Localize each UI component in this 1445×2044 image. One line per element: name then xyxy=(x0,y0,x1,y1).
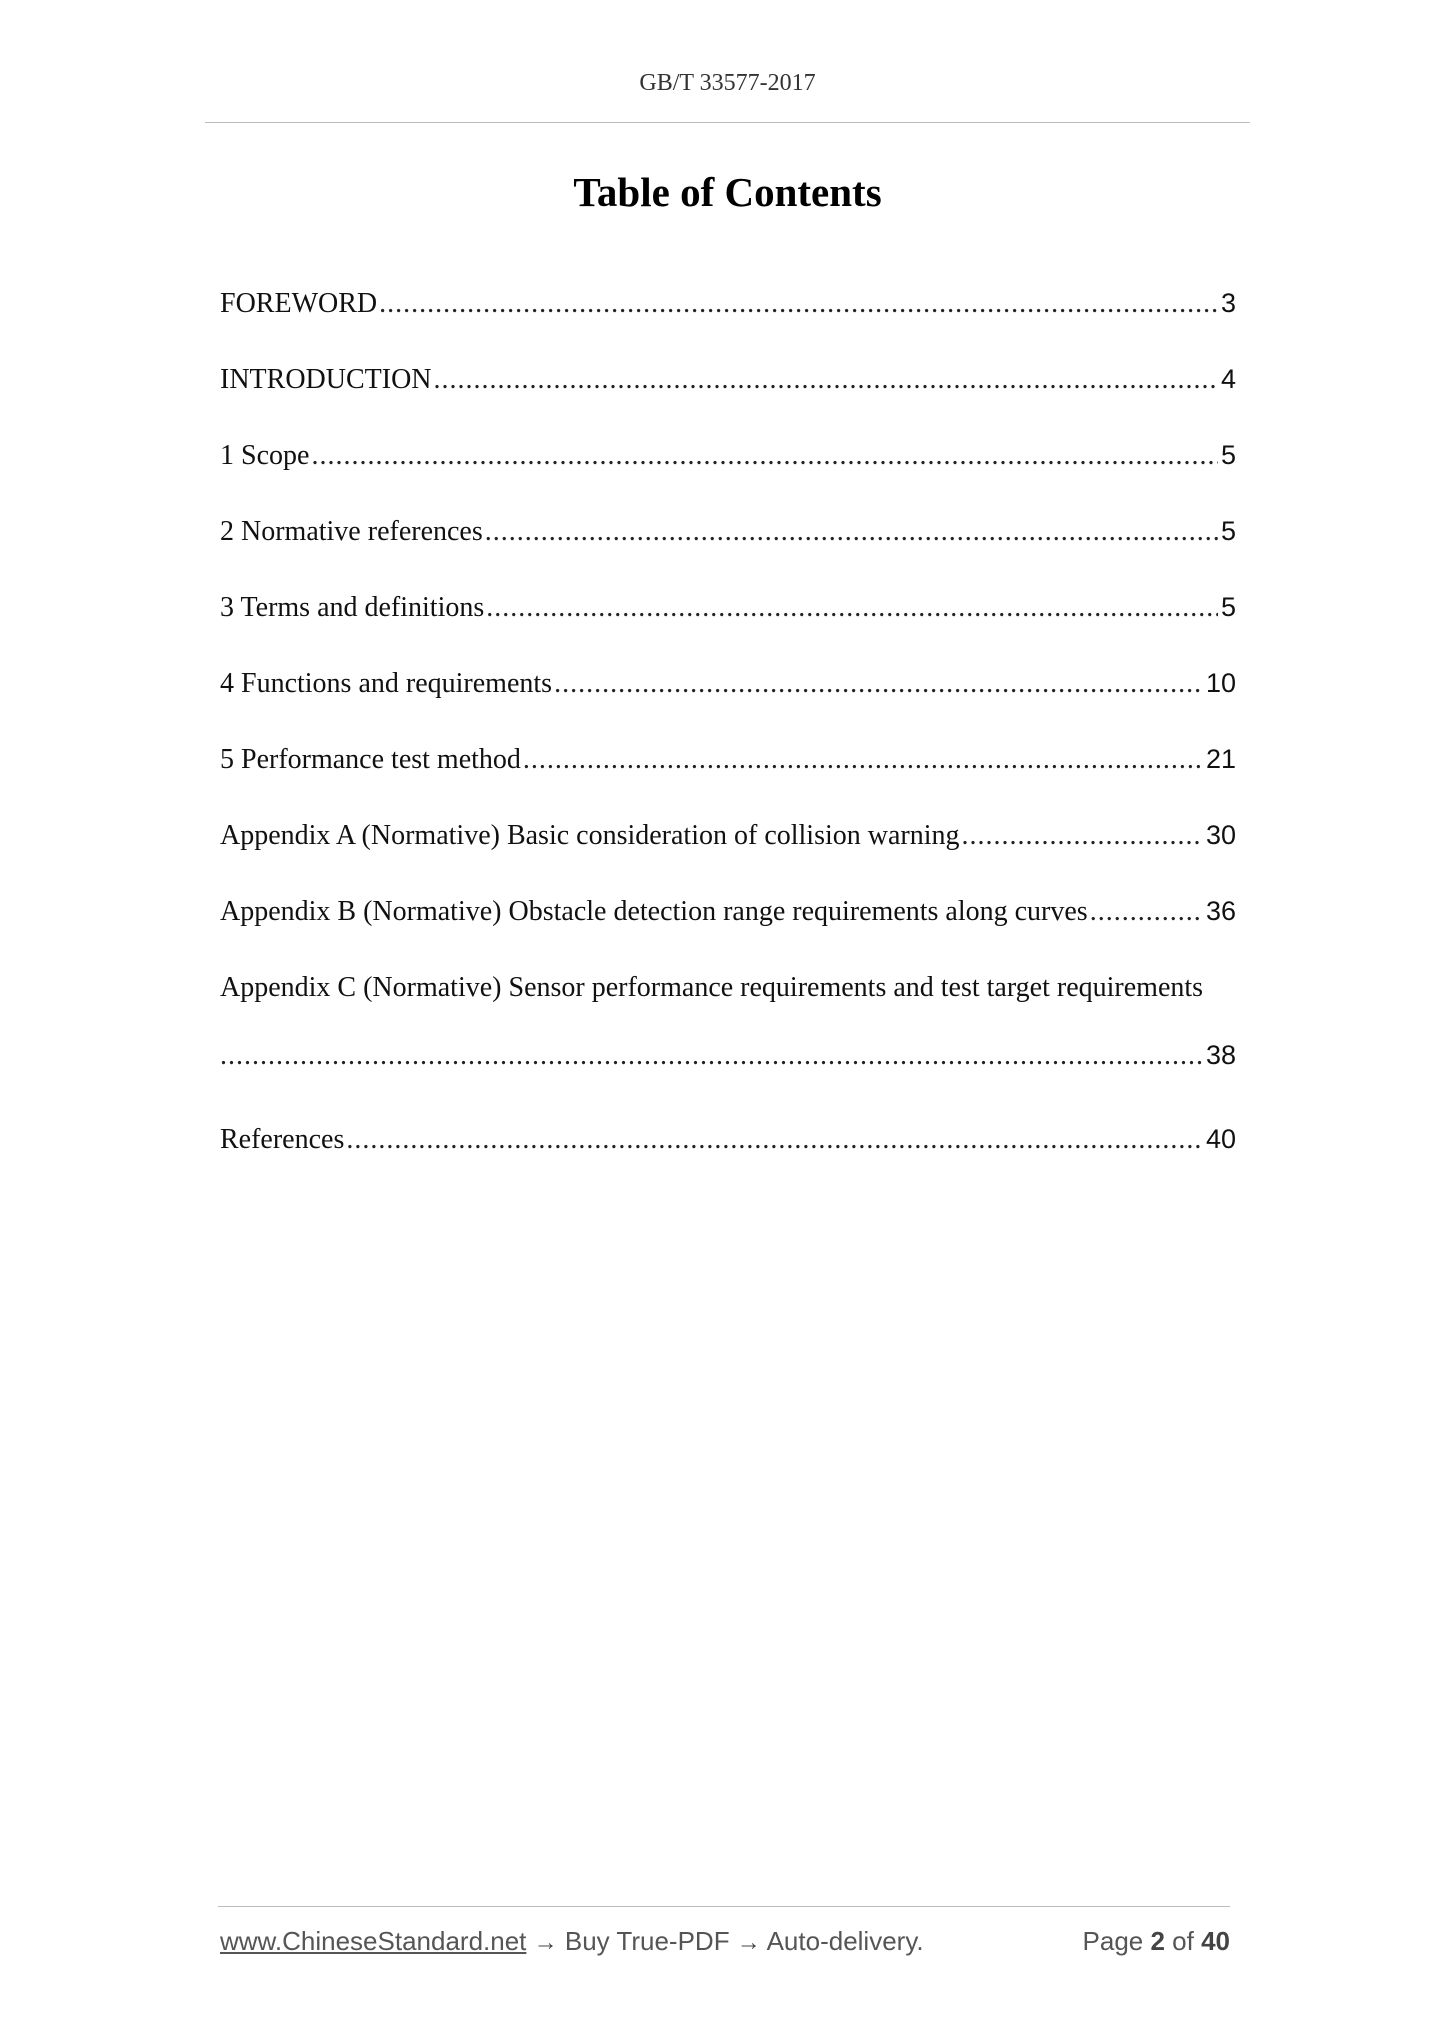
toc-page-number: 36 xyxy=(1205,896,1236,926)
toc-label: Appendix A (Normative) Basic consideration of collision warning xyxy=(220,820,960,851)
toc-entry-foreword[interactable] xyxy=(220,288,1236,328)
toc-label: 2 Normative references xyxy=(220,516,483,547)
toc-leader-dots xyxy=(1090,896,1203,928)
toc-leader-dots xyxy=(434,364,1218,396)
toc-label: INTRODUCTION xyxy=(220,364,432,395)
toc-leader-dots xyxy=(486,592,1218,624)
toc-label: FOREWORD xyxy=(220,288,378,319)
toc-leader-dots xyxy=(523,744,1203,776)
toc-leader-dots xyxy=(379,288,1218,320)
toc-entry-performance-test[interactable] xyxy=(220,744,1236,784)
current-page-number: 2 xyxy=(1150,1926,1165,1956)
toc-label: 1 Scope xyxy=(220,440,310,471)
toc-entry-introduction[interactable] xyxy=(220,364,1236,404)
toc-entry-normative-references[interactable] xyxy=(220,516,1236,556)
toc-entry-appendix-a[interactable] xyxy=(220,820,1236,860)
toc-page-number: 3 xyxy=(1220,288,1236,318)
document-id-header: GB/T 33577-2017 xyxy=(639,70,816,96)
toc-leader-line xyxy=(220,1040,1236,1072)
buy-text: Buy True-PDF xyxy=(557,1926,737,1956)
toc-page-number: 5 xyxy=(1220,516,1236,546)
toc-page-number: 5 xyxy=(1220,592,1236,622)
header-divider xyxy=(205,122,1250,123)
toc-leader-dots xyxy=(346,1124,1203,1156)
toc-entry-scope[interactable] xyxy=(220,440,1236,480)
footer-promo xyxy=(220,1926,924,1957)
toc-leader-dots xyxy=(554,668,1203,700)
toc-entry-appendix-b[interactable] xyxy=(220,896,1236,936)
toc-label: References xyxy=(220,1124,345,1155)
page-prefix: Page xyxy=(1082,1926,1151,1956)
toc-label: Appendix C (Normative) Sensor performance requirements and test target requirements xyxy=(220,972,1204,1003)
toc-page-number: 38 xyxy=(1205,1040,1236,1070)
toc-entry-appendix-c[interactable] xyxy=(220,972,1236,1092)
arrow-right-icon: → xyxy=(533,1929,558,1956)
toc-page-number: 21 xyxy=(1205,744,1236,774)
page-indicator xyxy=(1083,1926,1230,1957)
toc-leader-dots xyxy=(220,1040,1203,1072)
page-title: Table of Contents xyxy=(573,169,882,215)
total-page-number: 40 xyxy=(1201,1926,1230,1956)
toc-leader-dots xyxy=(311,440,1218,472)
toc-page-number: 4 xyxy=(1220,364,1236,394)
toc-leader-dots xyxy=(485,516,1218,548)
toc-page-number: 40 xyxy=(1205,1124,1236,1154)
website-link[interactable]: www.ChineseStandard.net xyxy=(220,1926,527,1956)
toc-label: 4 Functions and requirements xyxy=(220,668,553,699)
toc-leader-dots xyxy=(962,820,1203,852)
page-of: of xyxy=(1164,1926,1202,1956)
footer-divider xyxy=(218,1906,1230,1907)
toc-entry-functions-requirements[interactable] xyxy=(220,668,1236,708)
toc-page-number: 5 xyxy=(1220,440,1236,470)
toc-page-number: 30 xyxy=(1205,820,1236,850)
toc-label: 3 Terms and definitions xyxy=(220,592,485,623)
page-footer xyxy=(220,1926,1230,1962)
toc-page-number: 10 xyxy=(1205,668,1236,698)
toc-label: Appendix B (Normative) Obstacle detection range requirements along curves xyxy=(220,896,1088,927)
toc-label: 5 Performance test method xyxy=(220,744,521,775)
arrow-right-icon: → xyxy=(736,1929,761,1956)
toc-entry-terms-definitions[interactable] xyxy=(220,592,1236,632)
toc-entry-references[interactable] xyxy=(220,1124,1236,1164)
delivery-text: Auto-delivery. xyxy=(760,1926,924,1956)
